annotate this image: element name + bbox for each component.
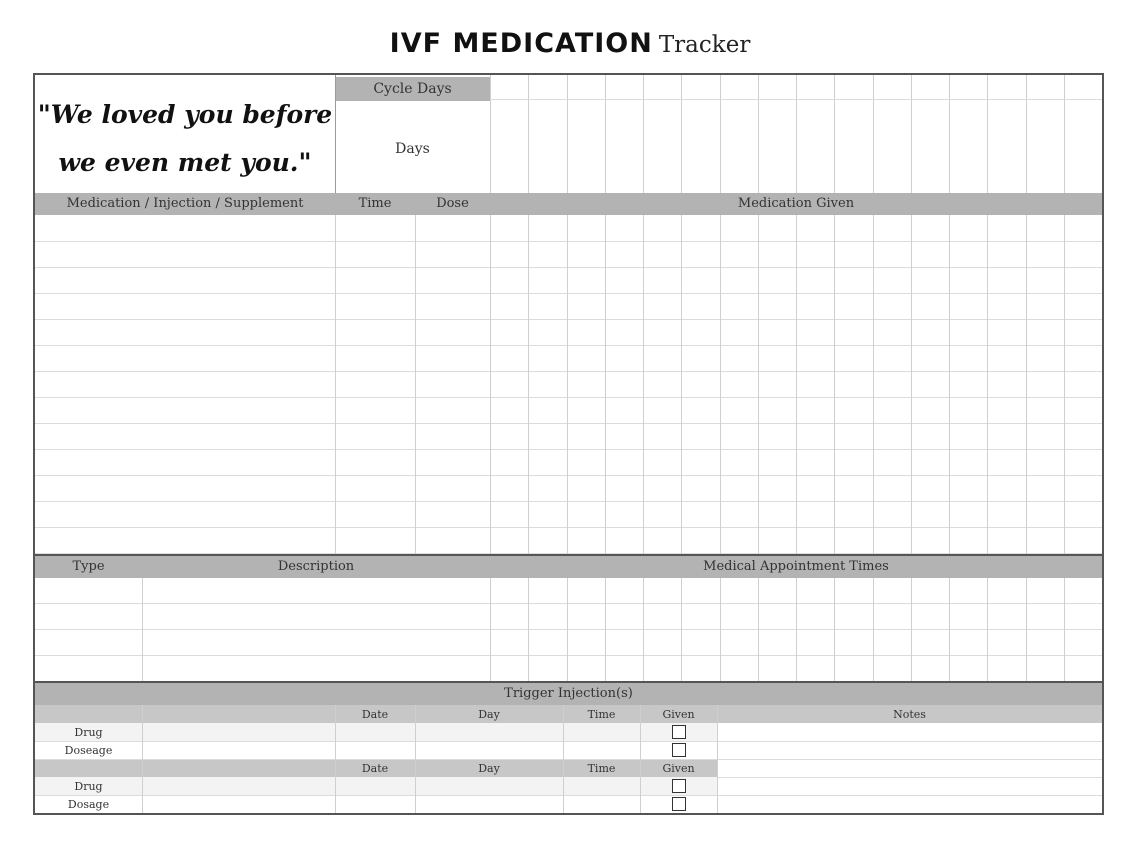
grid-line — [911, 578, 912, 681]
description-column-header: Description — [277, 559, 355, 574]
cycle-days-label: Cycle Days — [373, 81, 452, 97]
medication-given-header: Medication Given — [737, 196, 855, 211]
grid-line — [605, 578, 606, 681]
grid-line — [335, 705, 336, 813]
grid-line — [681, 578, 682, 681]
grid-line — [1026, 578, 1027, 681]
grid-line — [1064, 215, 1065, 554]
time-column-header: Time — [358, 196, 392, 211]
grid-line — [720, 578, 721, 681]
grid-line — [35, 655, 1102, 656]
appointment-times-header: Medical Appointment Times — [703, 559, 889, 574]
trigger-time-label: Time — [587, 708, 616, 721]
given-checkbox[interactable] — [672, 797, 686, 811]
type-column-header: Type — [72, 559, 105, 574]
grid-line — [528, 75, 529, 193]
grid-line — [567, 578, 568, 681]
grid-line — [834, 75, 835, 193]
grid-line — [949, 215, 950, 554]
grid-line — [35, 371, 1102, 372]
grid-line — [873, 75, 874, 193]
grid-line — [796, 215, 797, 554]
title-bold: IVF MEDICATION — [389, 28, 653, 59]
cycle-days-header — [335, 77, 490, 101]
trigger-title: Trigger Injection(s) — [504, 686, 633, 701]
grid-line — [415, 705, 416, 813]
grid-line — [35, 475, 1102, 476]
grid-line — [1026, 75, 1027, 193]
grid-line — [949, 75, 950, 193]
grid-line — [35, 553, 1102, 554]
grid-line — [35, 795, 1102, 796]
grid-line — [720, 75, 721, 193]
trigger-date-label: Date — [361, 708, 389, 721]
grid-line — [796, 578, 797, 681]
grid-line — [911, 75, 912, 193]
grid-line — [643, 75, 644, 193]
grid-line — [490, 578, 491, 681]
grid-line — [35, 293, 1102, 294]
trigger-time-label: Time — [587, 762, 616, 775]
grid-line — [35, 629, 1102, 630]
trigger-drug-label: Drug — [74, 726, 103, 739]
grid-line — [490, 75, 491, 193]
trigger-given-label: Given — [662, 708, 695, 721]
grid-line — [605, 75, 606, 193]
page-title — [0, 28, 1140, 59]
grid-line — [335, 215, 336, 554]
grid-line — [1026, 215, 1027, 554]
grid-line — [35, 267, 1102, 268]
grid-line — [35, 397, 1102, 398]
grid-line — [567, 75, 568, 193]
grid-line — [563, 705, 564, 813]
grid-line — [335, 75, 336, 193]
trigger-date-label: Date — [361, 762, 389, 775]
grid-line — [605, 215, 606, 554]
grid-line — [643, 578, 644, 681]
dose-column-header: Dose — [436, 196, 469, 211]
grid-line — [717, 777, 1102, 778]
grid-line — [1064, 578, 1065, 681]
grid-line — [834, 578, 835, 681]
title-light: Tracker — [658, 32, 751, 58]
given-checkbox[interactable] — [672, 743, 686, 757]
grid-line — [758, 75, 759, 193]
grid-line — [640, 705, 641, 813]
grid-line — [681, 215, 682, 554]
grid-line — [681, 75, 682, 193]
grid-line — [35, 319, 1102, 320]
grid-line — [35, 423, 1102, 424]
trigger-given-label: Given — [662, 762, 695, 775]
medication-column-header: Medication / Injection / Supplement — [66, 196, 304, 211]
grid-line — [643, 215, 644, 554]
trigger-day-label: Day — [478, 762, 500, 775]
grid-line — [987, 75, 988, 193]
grid-line — [873, 578, 874, 681]
grid-line — [1064, 75, 1065, 193]
grid-line — [35, 527, 1102, 528]
grid-line — [142, 578, 143, 681]
grid-line — [528, 578, 529, 681]
grid-line — [35, 449, 1102, 450]
grid-line — [528, 215, 529, 554]
quote-text: "We loved you before we even met you." — [37, 100, 333, 177]
grid-line — [911, 215, 912, 554]
days-label: Days — [395, 141, 430, 157]
grid-line — [717, 705, 718, 813]
grid-line — [35, 345, 1102, 346]
grid-line — [490, 99, 1102, 100]
grid-line — [35, 759, 1102, 760]
grid-line — [987, 578, 988, 681]
grid-line — [35, 603, 1102, 604]
grid-line — [490, 215, 491, 554]
grid-line — [35, 241, 1102, 242]
trigger-day-label: Day — [478, 708, 500, 721]
given-checkbox[interactable] — [672, 779, 686, 793]
grid-line — [35, 501, 1102, 502]
given-checkbox[interactable] — [672, 725, 686, 739]
grid-line — [720, 215, 721, 554]
grid-line — [35, 741, 1102, 742]
trigger-dosage-label: Doseage — [64, 744, 113, 757]
grid-line — [834, 215, 835, 554]
grid-line — [949, 578, 950, 681]
grid-line — [796, 75, 797, 193]
grid-line — [873, 215, 874, 554]
grid-line — [567, 215, 568, 554]
trigger-notes-label: Notes — [893, 708, 926, 721]
grid-line — [987, 215, 988, 554]
grid-line — [758, 215, 759, 554]
grid-line — [758, 578, 759, 681]
tracker-sheet — [33, 73, 1104, 815]
trigger-dosage-label: Dosage — [67, 798, 110, 811]
grid-line — [415, 215, 416, 554]
grid-line — [142, 705, 143, 813]
trigger-drug-label: Drug — [74, 780, 103, 793]
